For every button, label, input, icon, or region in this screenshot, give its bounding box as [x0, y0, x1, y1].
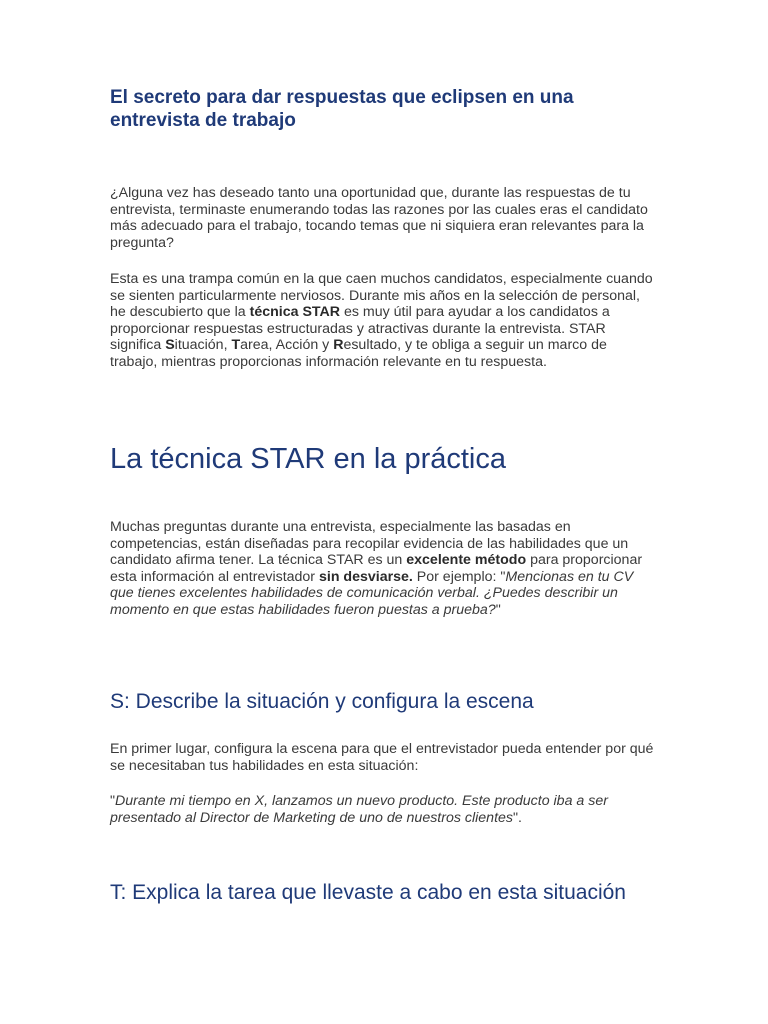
section-heading-star: La técnica STAR en la práctica: [110, 443, 506, 475]
intro-paragraph-1: ¿Alguna vez has deseado tanto una oportunidad que, durante las respuestas de tu entrevista, terminaste enumerando todas las razones por las cuales eras el candidato más adecuado para el trabajo, tocando temas que ni siquiera eran relevantes para la pregunta?: [110, 185, 648, 251]
situation-paragraph-2: "Durante mi tiempo en X, lanzamos un nuevo producto. Este producto iba a ser presentado al Director de Marketing de uno de nuestros clientes".: [110, 793, 608, 826]
star-paragraph: Muchas preguntas durante una entrevista, especialmente las basadas en competencias, están diseñadas para recopilar evidencia de las habilidades que un candidato afirma tener. La técnica STAR es un excelente método para proporcionar esta información al entrevistador sin desviarse. Por ejemplo: "Mencionas en tu CV que tienes excelentes habilidades de comunicación verbal. ¿Puedes describir un momento en que estas habilidades fueron puestas a prueba?": [110, 519, 643, 618]
situation-paragraph-1: En primer lugar, configura la escena para que el entrevistador pueda entender por qué se necesitaban tus habilidades en esta situación:: [110, 741, 654, 774]
section-heading-situation: S: Describe la situación y configura la escena: [110, 690, 534, 713]
document-title: El secreto para dar respuestas que eclipsen en una entrevista de trabajo: [110, 87, 574, 131]
intro-paragraph-2: Esta es una trampa común en la que caen muchos candidatos, especialmente cuando se sienten particularmente nerviosos. Durante mis años en la selección de personal, he descubierto que la técnica STAR es muy útil para ayudar a los candidatos a proporcionar respuestas estructuradas y atractivas durante la entrevista. STAR significa Situación, Tarea, Acción y Resultado, y te obliga a seguir un marco de trabajo, mientras proporcionas información relevante en tu respuesta.: [110, 271, 653, 370]
section-heading-task: T: Explica la tarea que llevaste a cabo en esta situación: [110, 881, 626, 904]
